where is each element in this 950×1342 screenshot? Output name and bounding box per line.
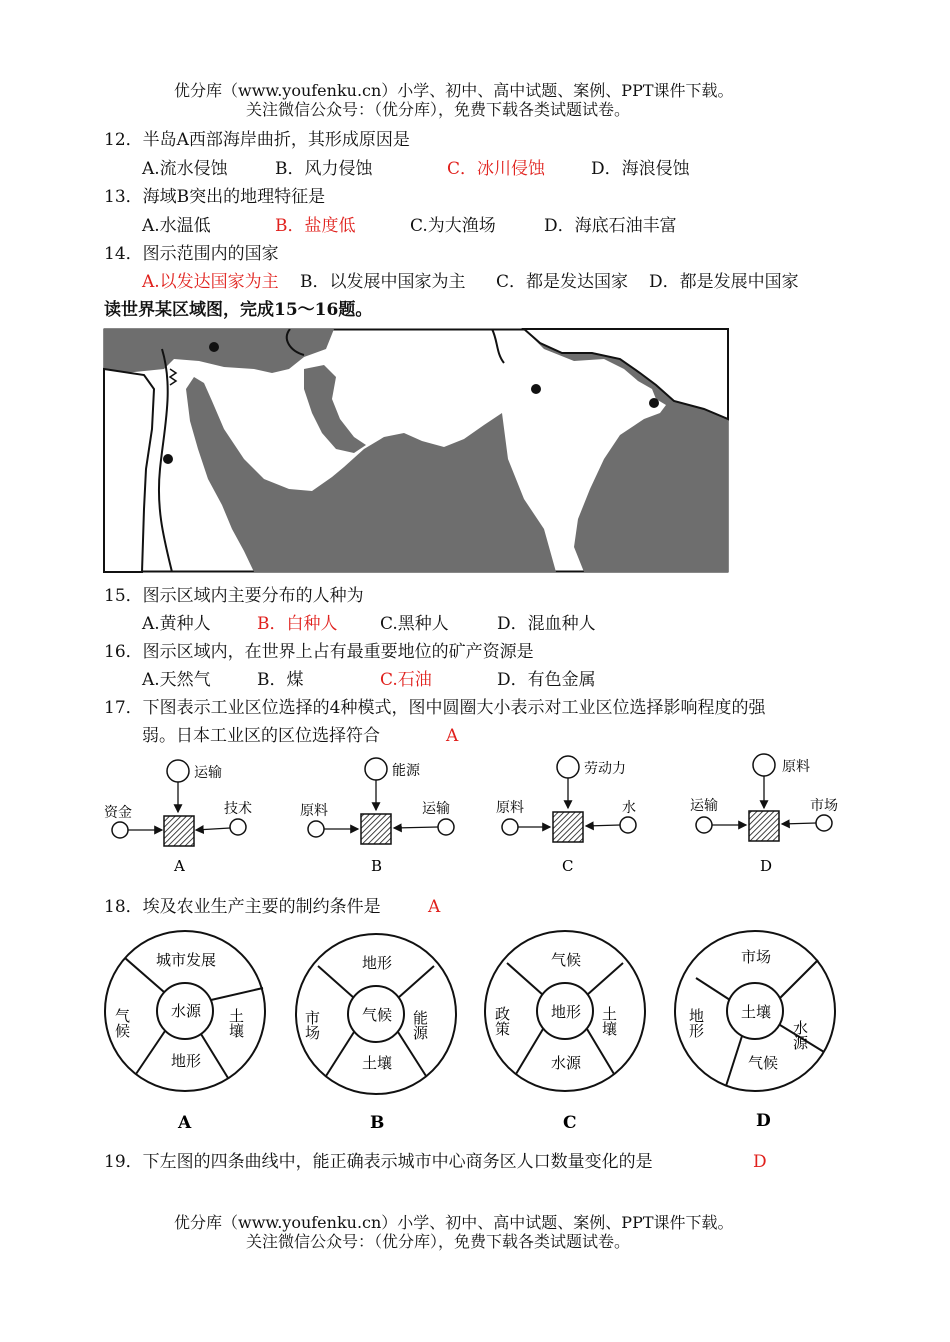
q15-stem: 15．图示区域内主要分布的人种为 [104, 586, 364, 606]
q15-option-a: A.黄种人 [142, 614, 211, 634]
map-city-4 [649, 398, 659, 408]
q12-option-a: A.流水侵蚀 [142, 159, 228, 179]
wheel-c-right: 土壤 [600, 1006, 618, 1036]
q17-stem-line-2: 弱。日本工业区的区位选择符合 [142, 726, 380, 746]
q12-option-d: D．海浪侵蚀 [591, 159, 690, 179]
region-map [104, 329, 728, 572]
wheel-c-center: 地形 [551, 1003, 582, 1021]
industry-c-letter: C [562, 857, 574, 875]
header-line-2: 关注微信公众号：（优分库），免费下载各类试题试卷。 [246, 100, 631, 119]
wheel-b-left: 市场 [303, 1010, 321, 1040]
q13-option-a: A.水温低 [142, 216, 211, 236]
wheel-c-letter: C [563, 1113, 577, 1133]
q16-option-a: A.天然气 [142, 670, 211, 690]
q16-option-b: B．煤 [257, 670, 304, 690]
industry-location-diagrams [100, 755, 860, 880]
q14-option-d: D．都是发展中国家 [649, 272, 799, 292]
wheel-a-top: 城市发展 [156, 951, 217, 969]
q18-stem: 18．埃及农业生产主要的制约条件是 [104, 897, 381, 917]
industry-c-top: 劳动力 [584, 761, 626, 777]
header-line-1: 优分库（www.youfenku.cn）小学、初中、高中试题、案例、PPT课件下载。 [174, 81, 734, 100]
map-city-1 [209, 342, 219, 352]
industry-a-left: 资金 [104, 805, 132, 821]
q12-option-c: C．冰川侵蚀 [447, 159, 546, 179]
wheel-a-left: 气候 [113, 1008, 131, 1038]
wheel-a-letter: A [178, 1113, 192, 1133]
wheel-a-bottom: 地形 [171, 1052, 202, 1070]
industry-d-left: 运输 [690, 798, 718, 814]
industry-b-right: 运输 [422, 801, 450, 817]
q15-option-d: D．混血种人 [497, 614, 596, 634]
q16-stem: 16．图示区域内，在世界上占有最重要地位的矿产资源是 [104, 642, 534, 662]
q19-stem: 19．下左图的四条曲线中，能正确表示城市中心商务区人口数量变化的是 [104, 1152, 653, 1172]
industry-b-top: 能源 [392, 763, 420, 779]
industry-d-letter: D [760, 857, 773, 875]
wheel-d-right: 水源 [791, 1020, 809, 1050]
q16-option-c: C.石油 [380, 670, 432, 690]
q14-option-c: C．都是发达国家 [496, 272, 629, 292]
wheel-b-top: 地形 [362, 954, 393, 972]
q17-answer: A [446, 726, 459, 746]
q19-answer: D [753, 1152, 767, 1172]
wheel-b-center: 气候 [362, 1006, 393, 1024]
wheel-d-center: 土壤 [741, 1003, 772, 1021]
industry-b-left: 原料 [300, 803, 328, 819]
wheel-d-left: 地形 [687, 1008, 705, 1038]
wheel-a-right: 土壤 [227, 1008, 245, 1038]
q12-stem: 12．半岛A西部海岸曲折，其形成原因是 [104, 130, 410, 150]
q17-stem-line-1: 17．下图表示工业区位选择的4种模式，图中圆圈大小表示对工业区位选择影响程度的强 [104, 698, 766, 718]
industry-d-right: 市场 [810, 798, 838, 814]
map-city-3 [531, 384, 541, 394]
wheel-b-bottom: 土壤 [362, 1054, 393, 1072]
q14-option-b: B．以发展中国家为主 [300, 272, 466, 292]
reading-instruction: 读世界某区域图，完成15～16题。 [104, 300, 373, 320]
map-city-2 [163, 454, 173, 464]
wheel-c-bottom: 水源 [551, 1054, 582, 1072]
industry-b-letter: B [371, 857, 383, 875]
egypt-agriculture-diagrams [100, 928, 860, 1133]
wheel-c-left: 政策 [493, 1006, 511, 1036]
q18-answer: A [428, 897, 441, 917]
q12-option-b: B．风力侵蚀 [275, 159, 373, 179]
q13-option-b: B．盐度低 [275, 216, 356, 236]
wheel-d-bottom: 气候 [748, 1054, 779, 1072]
footer-line-1: 优分库（www.youfenku.cn）小学、初中、高中试题、案例、PPT课件下载。 [174, 1213, 734, 1232]
footer-line-2: 关注微信公众号：（优分库），免费下载各类试题试卷。 [246, 1232, 631, 1251]
wheel-b-letter: B [370, 1113, 385, 1133]
wheel-b-right: 能源 [411, 1010, 429, 1040]
wheel-d-letter: D [756, 1111, 771, 1131]
industry-c-left: 原料 [496, 800, 524, 816]
wheel-a-center: 水源 [171, 1002, 202, 1020]
q13-option-c: C.为大渔场 [410, 216, 496, 236]
industry-d-top: 原料 [782, 759, 810, 775]
q14-option-a: A.以发达国家为主 [142, 272, 279, 292]
wheel-d-top: 市场 [741, 948, 772, 966]
q15-option-b: B．白种人 [257, 614, 338, 634]
q13-option-d: D．海底石油丰富 [544, 216, 677, 236]
wheel-c-top: 气候 [551, 951, 582, 969]
industry-a-top: 运输 [194, 765, 222, 781]
q14-stem: 14．图示范围内的国家 [104, 244, 279, 264]
industry-a-letter: A [174, 857, 185, 875]
industry-c-right: 水 [622, 800, 636, 816]
q13-stem: 13．海域B突出的地理特征是 [104, 187, 326, 207]
industry-a-right: 技术 [224, 801, 252, 817]
q15-option-c: C.黑种人 [380, 614, 449, 634]
q16-option-d: D．有色金属 [497, 670, 596, 690]
